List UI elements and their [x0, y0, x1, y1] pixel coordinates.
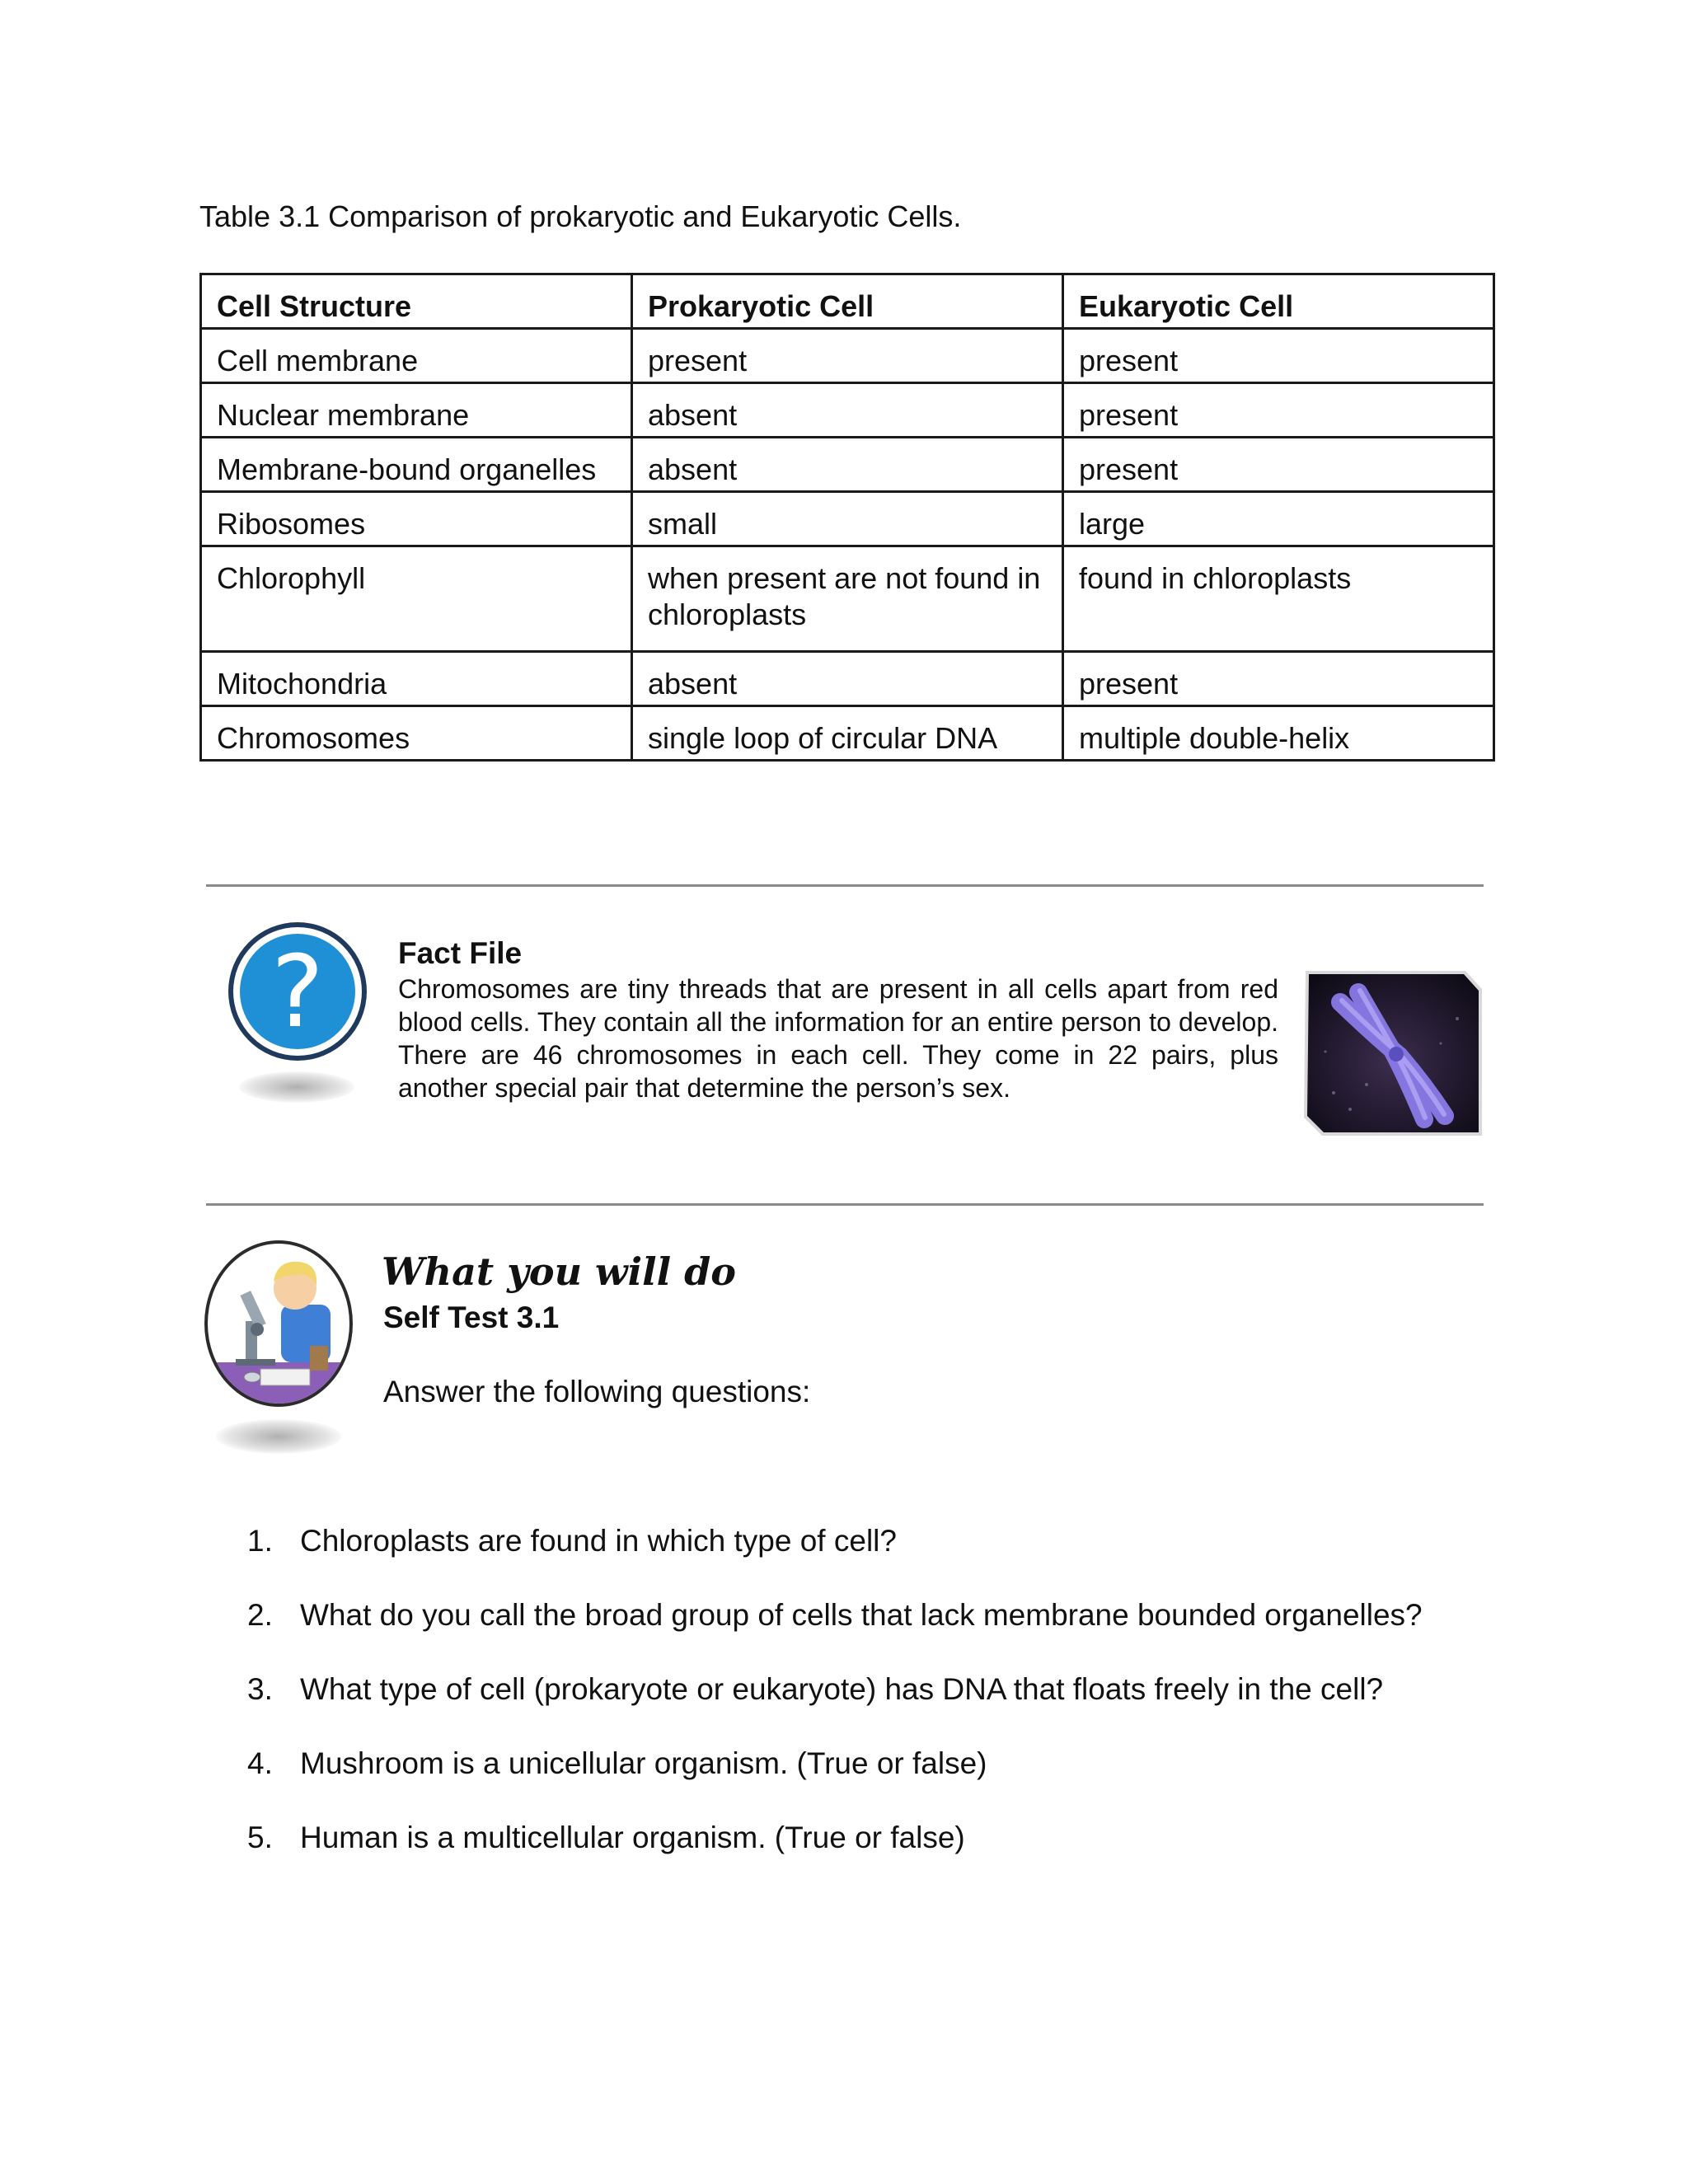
question-mark-icon	[227, 921, 368, 1062]
section-divider	[206, 1203, 1484, 1206]
question-text: Human is a multicellular organism. (True or false)	[300, 1821, 965, 1854]
question-item	[247, 1523, 1423, 1597]
question-text: Mushroom is a unicellular organism. (True or false)	[300, 1746, 987, 1780]
header-prokaryotic: Prokaryotic Cell	[632, 274, 1063, 329]
table-cell: present	[1063, 383, 1494, 438]
question-list	[247, 1523, 1423, 1894]
table-cell: absent	[632, 383, 1063, 438]
table-cell: present	[1063, 438, 1494, 492]
table-cell: Chromosomes	[201, 706, 632, 761]
table-cell: when present are not found in chloroplasts	[632, 546, 1063, 652]
table-cell: absent	[632, 652, 1063, 706]
section-divider	[206, 884, 1484, 887]
table-cell: absent	[632, 438, 1063, 492]
table-cell: present	[1063, 652, 1494, 706]
question-number: 3.	[247, 1672, 273, 1706]
question-item	[247, 1746, 1423, 1820]
fact-file-title: Fact File	[398, 936, 523, 970]
table-cell: found in chloroplasts	[1063, 546, 1494, 652]
question-text: Chloroplasts are found in which type of cell?	[300, 1524, 897, 1558]
table-cell: multiple double-helix	[1063, 706, 1494, 761]
table-row	[201, 383, 1494, 438]
table-cell: Membrane-bound organelles	[201, 438, 632, 492]
header-cell-structure: Cell Structure	[201, 274, 632, 329]
badge-shadow	[216, 1419, 341, 1454]
table-cell: Nuclear membrane	[201, 383, 632, 438]
activity-subtitle: Self Test 3.1	[383, 1301, 560, 1334]
table-caption: Table 3.1 Comparison of prokaryotic and Eukaryotic Cells.	[199, 199, 962, 233]
question-text: What type of cell (prokaryote or eukaryote) has DNA that floats freely in the cell?	[300, 1672, 1384, 1706]
question-item	[247, 1820, 1423, 1894]
question-text: What do you call the broad group of cells that lack membrane bounded organelles?	[300, 1598, 1423, 1632]
table-cell: present	[632, 329, 1063, 383]
table-row	[201, 329, 1494, 383]
table-cell: small	[632, 492, 1063, 546]
activity-instruction: Answer the following questions:	[383, 1375, 811, 1408]
table-row	[201, 438, 1494, 492]
svg-text:?: ?	[271, 935, 324, 1050]
table-cell: Mitochondria	[201, 652, 632, 706]
question-item	[247, 1671, 1423, 1746]
question-number: 2.	[247, 1598, 273, 1632]
chromosome-image	[1301, 969, 1484, 1137]
question-item	[247, 1597, 1423, 1671]
table-row	[201, 546, 1494, 652]
header-eukaryotic: Eukaryotic Cell	[1063, 274, 1494, 329]
badge-shadow	[239, 1071, 354, 1103]
fact-file-body: Chromosomes are tiny threads that are present in all cells apart from red blood cells. They contain all the information for an entire person to develop. There are 46 chromosomes in each cell. They come in 22 pairs, plus another special pair that determine the person’s sex.	[398, 974, 1278, 1103]
table-row	[201, 492, 1494, 546]
scientist-microscope-icon	[203, 1239, 354, 1408]
activity-title: What you will do	[382, 1249, 736, 1294]
question-number: 4.	[247, 1746, 273, 1780]
question-number: 5.	[247, 1821, 273, 1854]
table-row	[201, 652, 1494, 706]
table-cell: Ribosomes	[201, 492, 632, 546]
table-cell: present	[1063, 329, 1494, 383]
table-row	[201, 706, 1494, 761]
table-cell: Chlorophyll	[201, 546, 632, 652]
table-header-row	[201, 274, 1494, 329]
table-cell: single loop of circular DNA	[632, 706, 1063, 761]
table-cell: Cell membrane	[201, 329, 632, 383]
table-cell: large	[1063, 492, 1494, 546]
question-number: 1.	[247, 1524, 273, 1558]
comparison-table	[199, 273, 1495, 762]
